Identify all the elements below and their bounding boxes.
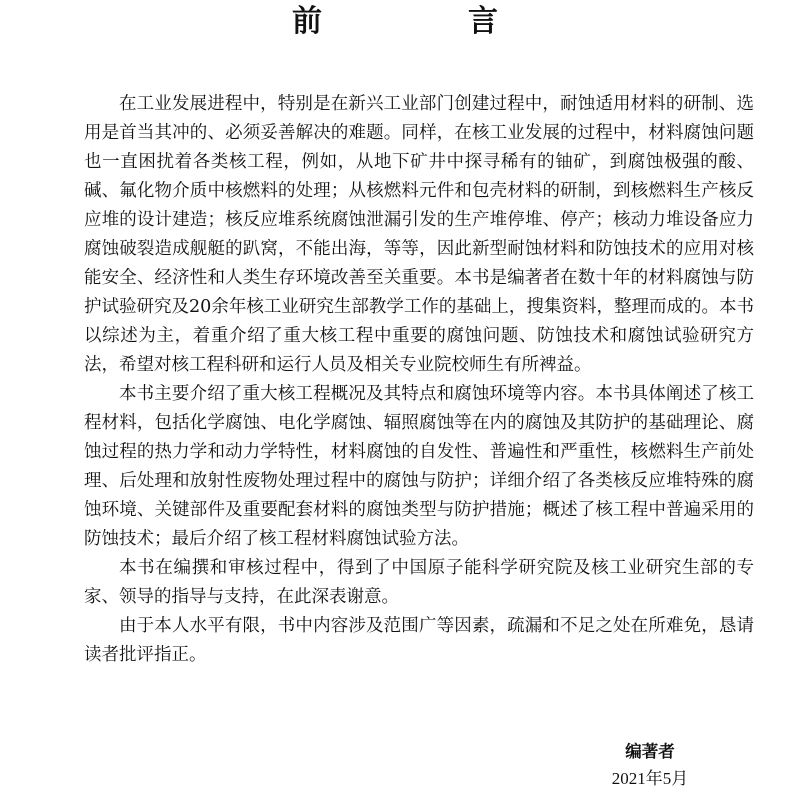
paragraph: 在工业发展进程中，特别是在新兴工业部门创建过程中，耐蚀适用材料的研制、选用是首当其冲的、必须妥善解决的难题。同样，在核工业发展的过程中，材料腐蚀问题也一直困扰着各类核工程，例如，从地下矿井中探寻稀有的铀矿，到腐蚀极强的酸、碱、氟化物介质中核燃料的处理；从核燃料元件和包壳材料的研制，到核燃料生产核反应堆的设计建造；核反应堆系统腐蚀泄漏引发的生产堆停堆、停产；核动力堆设备应力腐蚀破裂造成舰艇的趴窝，不能出海，等等，因此新型耐蚀材料和防蚀技术的应用对核能安全、经济性和人类生存环境改善至关重要。本书是编著者在数十年的材料腐蚀与防护试验研究及20余年核工业研究生部教学工作的基础上，搜集资料，整理而成的。本书以综述为主，着重介绍了重大核工程中重要的腐蚀问题、防蚀技术和腐蚀试验研究方法，希望对核工程科研和运行人员及相关专业院校师生有所裨益。 xyxy=(84,94,754,375)
preface-body xyxy=(84,90,754,670)
paragraph: 本书主要介绍了重大核工程概况及其特点和腐蚀环境等内容。本书具体阐述了核工程材料，包括化学腐蚀、电化学腐蚀、辐照腐蚀等在内的腐蚀及其防护的基础理论、腐蚀过程的热力学和动力学特性，材料腐蚀的自发性、普遍性和严重性，核燃料生产前处理、后处理和放射性废物处理过程中的腐蚀与防护；详细介绍了各类核反应堆特殊的腐蚀环境、关键部件及重要配套材料的腐蚀类型与防护措施；概述了核工程中普遍采用的防蚀技术；最后介绍了核工程材料腐蚀试验方法。 xyxy=(84,384,754,549)
page-title: 前 言 xyxy=(292,4,556,39)
paragraph: 由于本人水平有限，书中内容涉及范围广等因素，疏漏和不足之处在所难免，恳请读者批评指正。 xyxy=(84,616,754,665)
paragraph: 本书在编撰和审核过程中，得到了中国原子能科学研究院及核工业研究生部的专家、领导的指导与支持，在此深表谢意。 xyxy=(84,558,754,607)
signature-date: 2021年5月 xyxy=(611,769,689,788)
editor-signature: 编著者 xyxy=(625,742,675,761)
